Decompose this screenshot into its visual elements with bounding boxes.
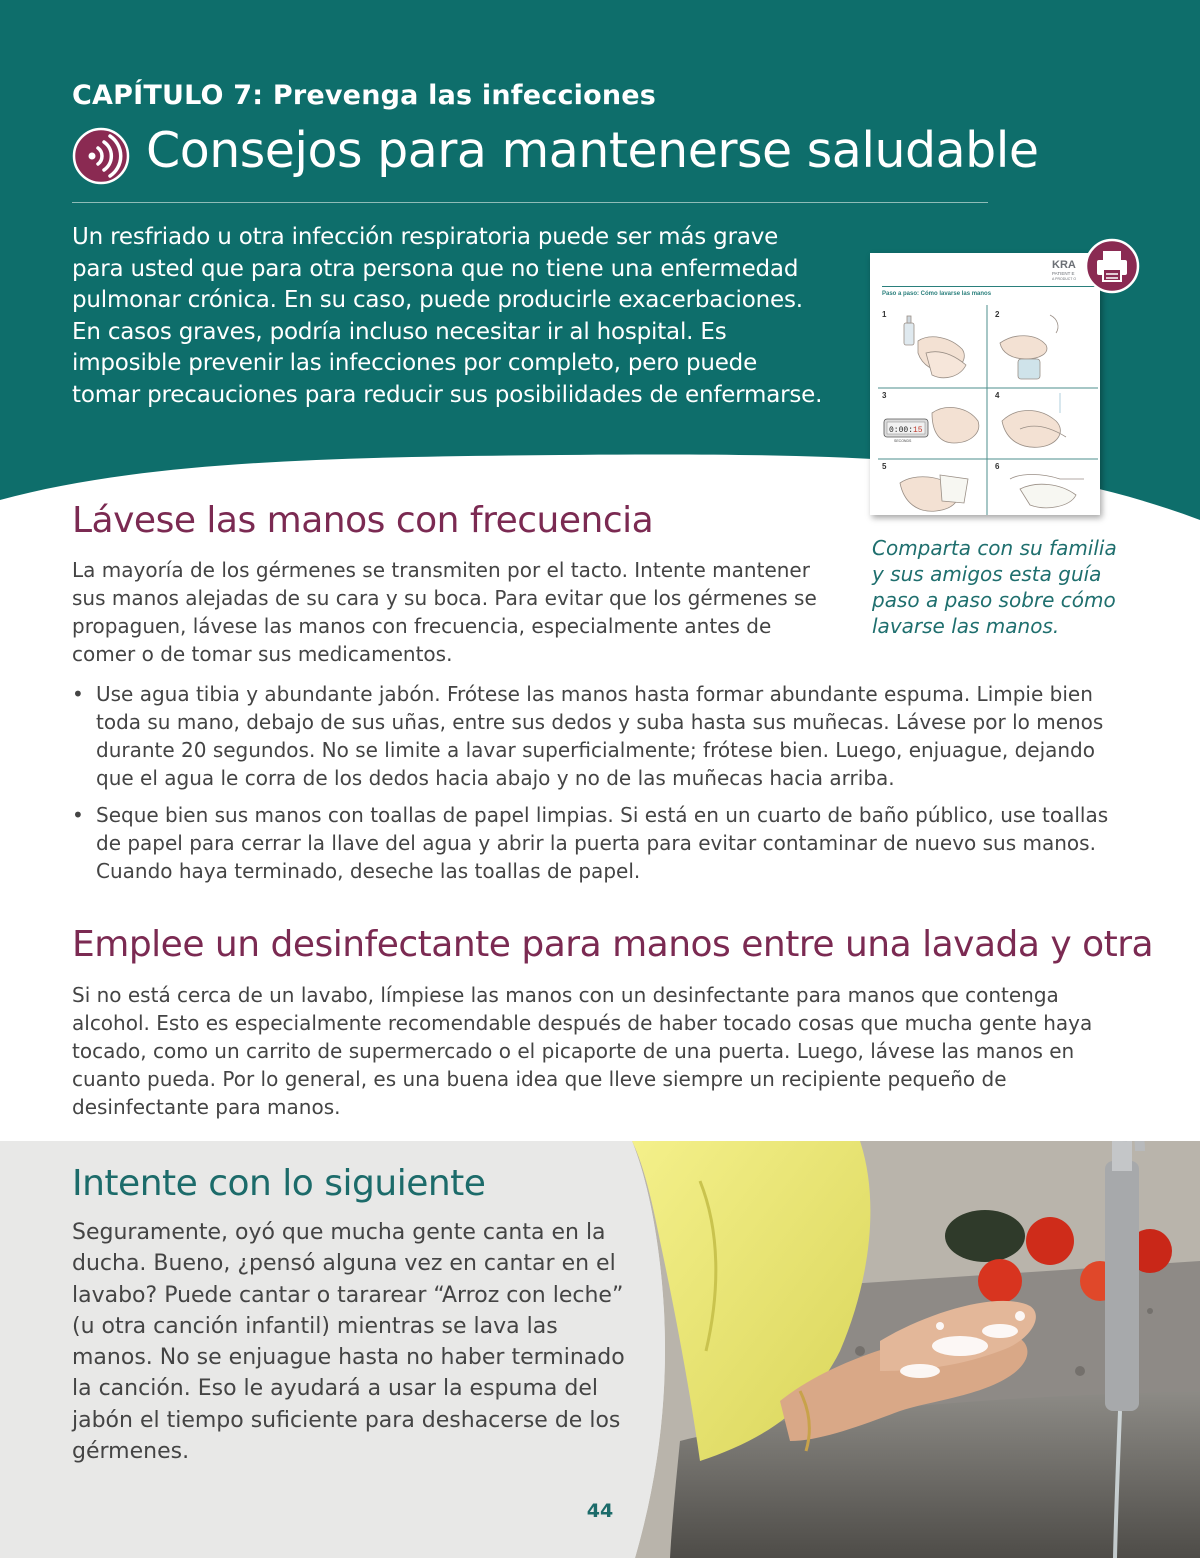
tip-heading: Intente con lo siguiente bbox=[72, 1163, 486, 1204]
bullet-dot: • bbox=[72, 803, 84, 827]
guide-logo-tag: A PRODUCT O bbox=[1052, 277, 1077, 281]
guide-logo-sub: PATIENT E bbox=[1052, 271, 1075, 276]
timer-seconds: 15 bbox=[913, 426, 923, 435]
timer-label: SECONDS bbox=[894, 439, 912, 443]
title-divider bbox=[72, 202, 988, 203]
sanitizer-paragraph: Si no está cerca de un lavabo, límpiese las manos con un desinfectante para manos que contenga alcohol. Esto es especialmente recomendable después de haber tocado cosas que mucha gente haya tocado, como un carrito de supermercado o el picaporte de una puerta. Luego, lávese las manos en cuanto pueda. Por lo general, es una buena idea que lleve siempre un recipiente pequeño de desinfectante para manos. bbox=[72, 983, 1093, 1119]
step-number: 1 bbox=[882, 310, 887, 319]
step-number: 4 bbox=[995, 391, 1000, 400]
audio-waves-icon[interactable] bbox=[72, 127, 130, 185]
page-number: 44 bbox=[586, 1500, 614, 1522]
guide-caption: Comparta con su familia y sus amigos esta guía paso a paso sobre cómo lavarse las manos. bbox=[872, 536, 1117, 638]
bullet-dot: • bbox=[72, 682, 84, 706]
list-item bbox=[72, 801, 1132, 885]
step-number: 3 bbox=[882, 391, 887, 400]
handwashing-bullet-list bbox=[72, 680, 1132, 894]
timer-readout: 0:00: bbox=[889, 426, 914, 435]
step-number: 6 bbox=[995, 462, 1000, 471]
intro-paragraph: Un resfriado u otra infección respiratoria puede ser más grave para usted que para otra persona que no tiene una enfermedad pulmonar crónica. En su caso, puede producirle exacerbaciones. En casos graves, podría incluso necesitar ir al hospital. Es imposible prevenir las infecciones por completo, pero puede tomar precauciones para reducir sus posibilidades de enfermarse. bbox=[72, 224, 823, 408]
list-item bbox=[72, 680, 1132, 792]
chapter-label: CAPÍTULO 7: Prevenga las infecciones bbox=[72, 80, 657, 111]
guide-logo-text: KRA bbox=[1052, 259, 1076, 271]
printer-icon[interactable] bbox=[1084, 238, 1140, 294]
tip-paragraph: Seguramente, oyó que mucha gente canta en la ducha. Bueno, ¿pensó alguna vez en cantar en el lavabo? Puede cantar o tararear “Arroz con leche” (u otra canción infantil) mientras se lava las manos. No se enjuague hasta no haber terminado la canción. Eso le ayudará a usar la espuma del jabón el tiempo suficiente para deshacerse de los gérmenes. bbox=[72, 1220, 625, 1465]
step-number: 2 bbox=[995, 310, 1000, 319]
handwashing-intro: La mayoría de los gérmenes se transmiten por el tacto. Intente mantener sus manos alejadas de su cara y su boca. Para evitar que los gérmenes se propaguen, lávese las manos con frecuencia, especialmente antes de comer o de tomar sus medicamentos. bbox=[72, 558, 817, 666]
list-item-text: Use agua tibia y abundante jabón. Frótese las manos hasta formar abundante espuma. Limpie bien toda su mano, debajo de sus uñas, entre sus dedos y suba hasta sus muñecas. Lávese por lo menos durante 20 segundos. No se limite a lavar superficialmente; frótese bien. Luego, enjuague, dejando que el agua le corra de los dedos hacia abajo y no de las muñecas hacia arriba. bbox=[96, 682, 1104, 790]
page-title: Consejos para mantenerse saludable bbox=[146, 122, 1039, 179]
handwashing-heading: Lávese las manos con frecuencia bbox=[72, 500, 654, 541]
list-item-text: Seque bien sus manos con toallas de papel limpias. Si está en un cuarto de baño público, use toallas de papel para cerrar la llave del agua y abrir la puerta para evitar contaminar de nuevo sus manos. Cuando haya terminado, deseche las toallas de papel. bbox=[96, 803, 1109, 883]
sanitizer-heading: Emplee un desinfectante para manos entre una lavada y otra bbox=[72, 924, 1154, 965]
step-number: 5 bbox=[882, 462, 887, 471]
handwashing-guide-thumbnail[interactable] bbox=[870, 253, 1100, 515]
tip-panel bbox=[0, 1141, 1200, 1558]
guide-heading: Paso a paso: Cómo lavarse las manos bbox=[882, 291, 992, 297]
